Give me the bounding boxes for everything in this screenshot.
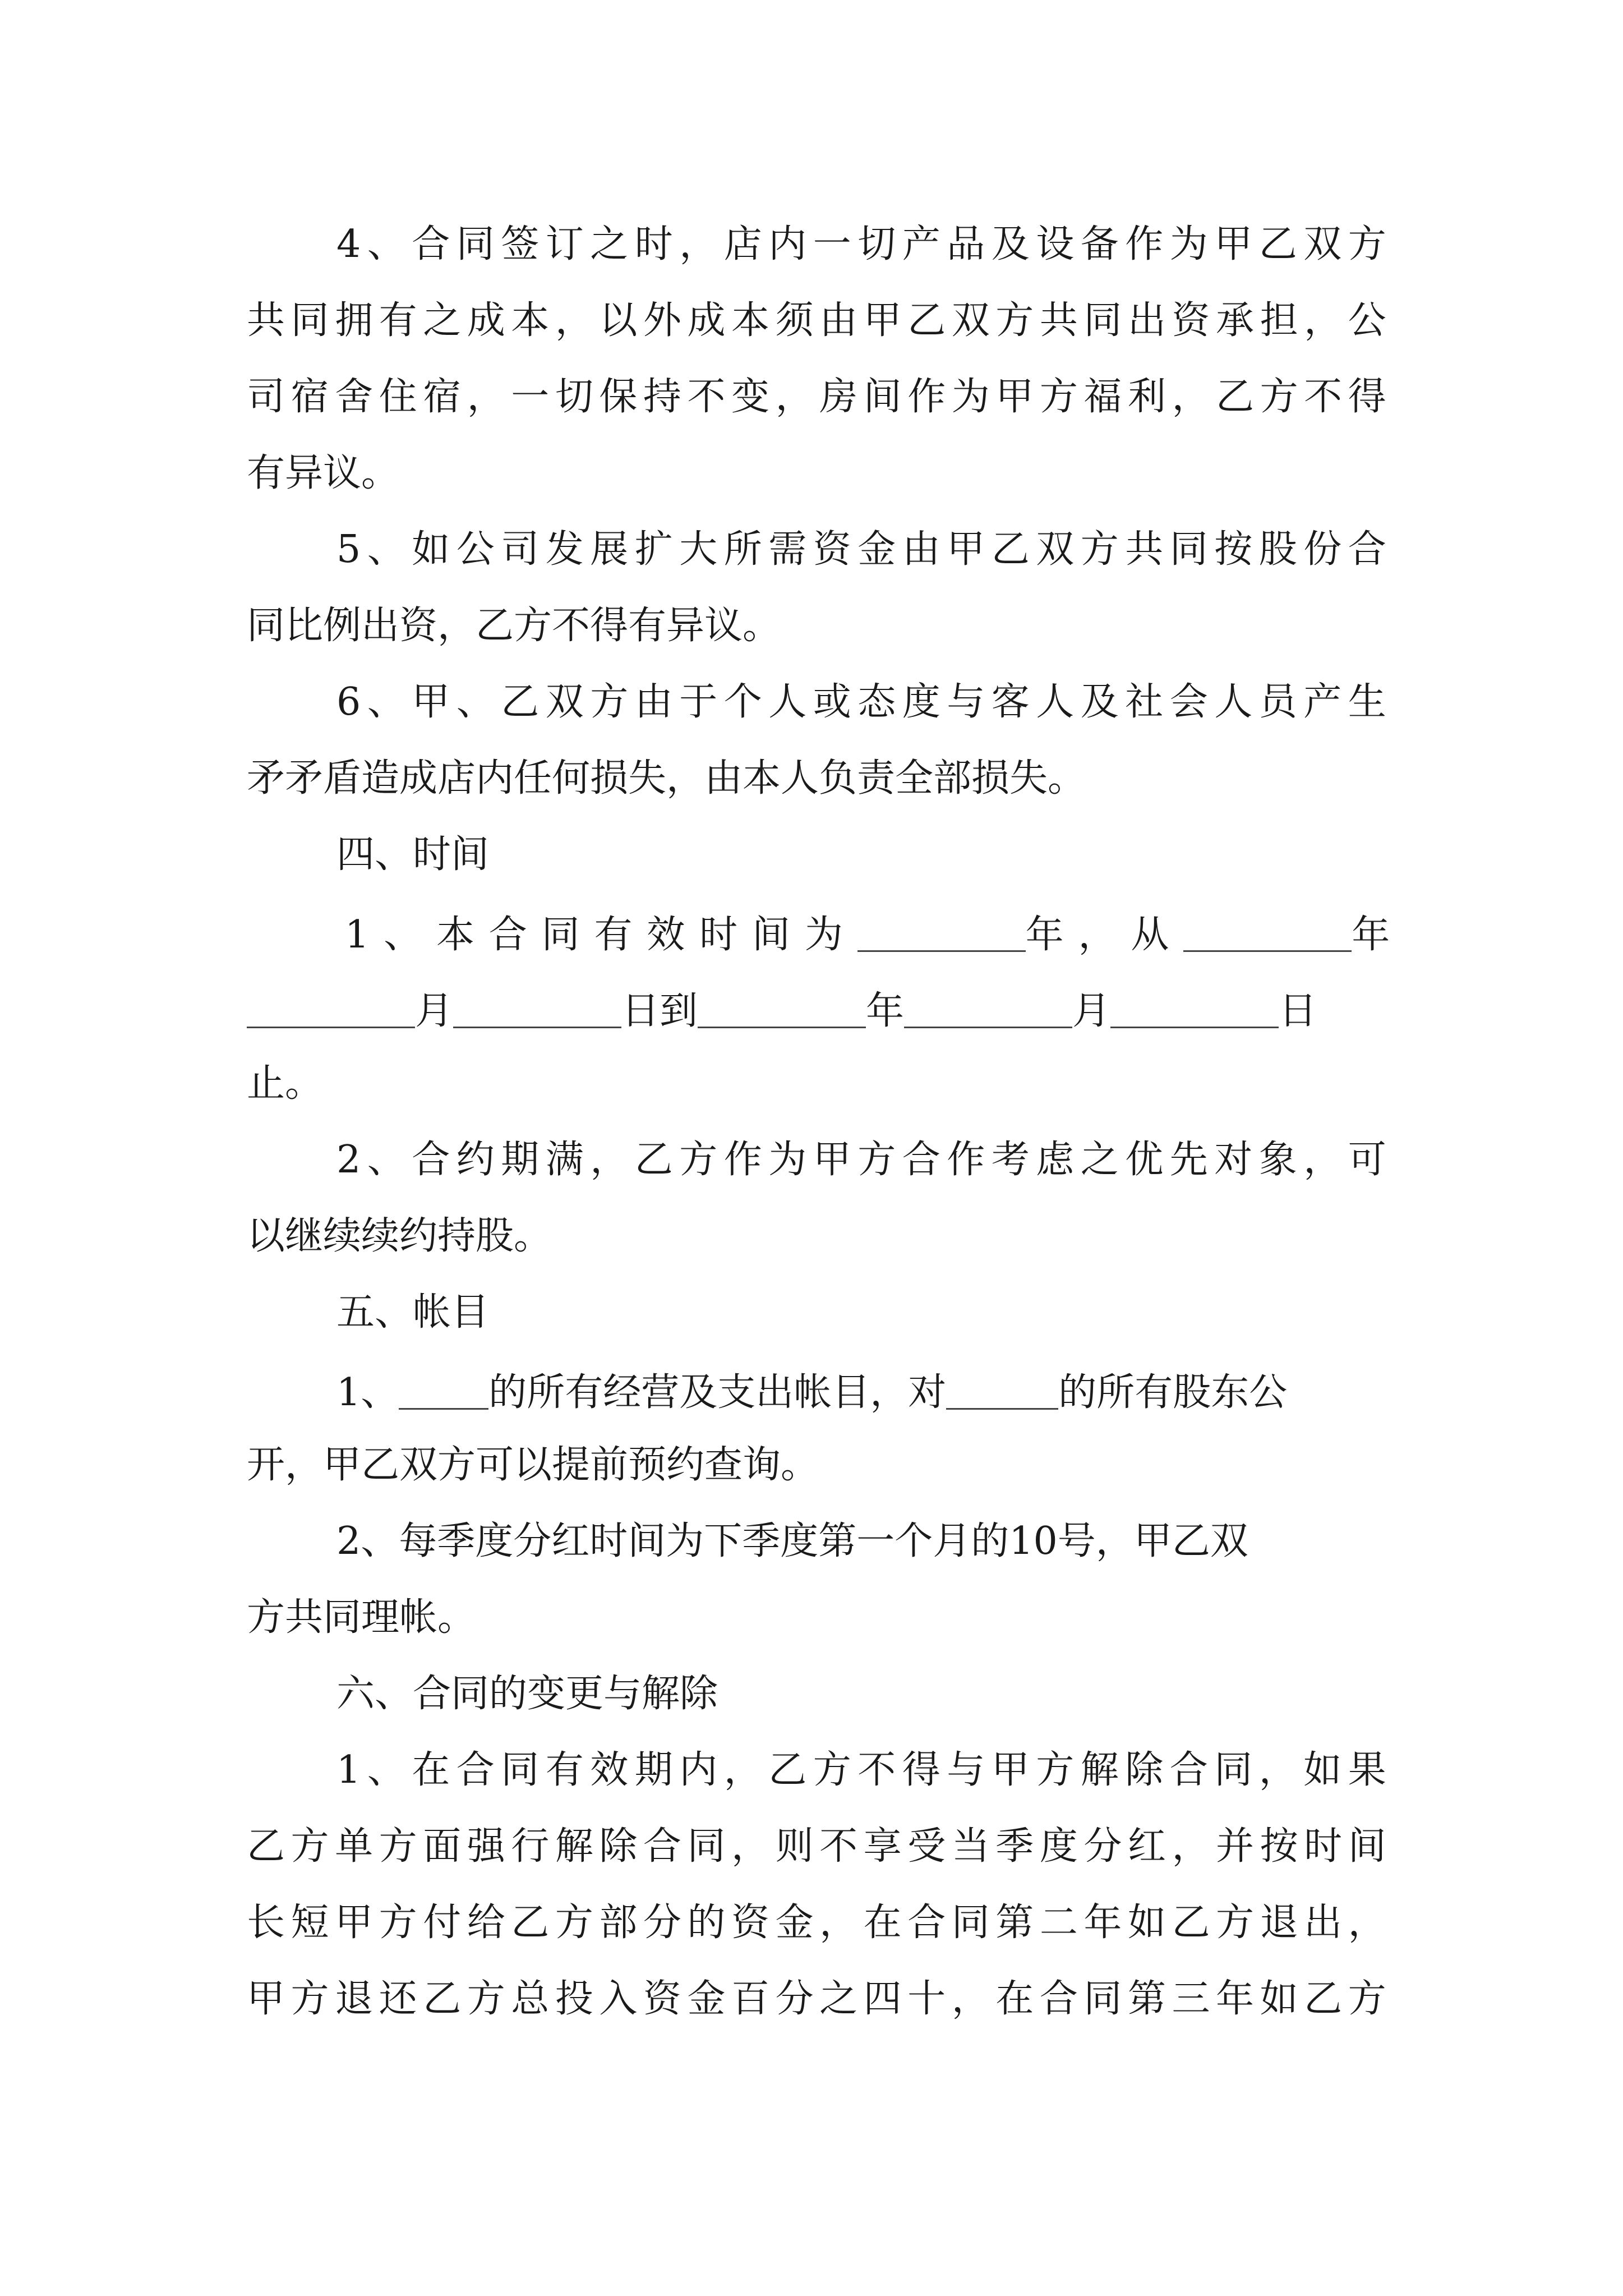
account-line [336, 1370, 1288, 1415]
text-line: 乙 方 单 方 面 强 行 解 除 合 同 ， 则 不 享 受 当 季 度 分 红 ， 并 按 时 间 [247, 1824, 1386, 1869]
blank-field [1110, 988, 1279, 1028]
text-line: 长 短 甲 方 付 给 乙 方 部 分 的 资 金 ， 在 合 同 第 二 年 如 乙 方 退 出 ， [247, 1901, 1386, 1945]
text-line: 甲 方 退 还 乙 方 总 投 入 资 金 百 分 之 四 十 ， 在 合 同 第 三 年 如 乙 方 [247, 1977, 1386, 2021]
term-line-2 [247, 988, 1317, 1033]
text-segment: 月 [415, 988, 454, 1033]
blank-field [904, 988, 1072, 1028]
blank-field [857, 912, 1026, 952]
text-line: 4 、 合 同 签 订 之 时 ， 店 内 一 切 产 品 及 设 备 作 为 甲 乙 双 方 [336, 222, 1386, 266]
term-line-1 [345, 912, 1390, 957]
text-segment: 1、本合同有效时间为 [345, 912, 857, 957]
text-line: 1 、 在 合 同 有 效 期 内 ， 乙 方 不 得 与 甲 方 解 除 合 同 ， 如 果 [336, 1748, 1386, 1792]
text-segment: 年 [866, 988, 905, 1033]
text-line: 方共同理帐。 [247, 1595, 476, 1640]
text-segment: 日到 [621, 988, 698, 1033]
section-heading: 四、时间 [336, 832, 490, 877]
text-segment: 的所有股东公 [1058, 1370, 1288, 1415]
text-line: 共 同 拥 有 之 成 本 ， 以 外 成 本 须 由 甲 乙 双 方 共 同 出 资 承 担 ， 公 [247, 298, 1386, 343]
text-line: 2、每季度分红时间为下季度第一个月的10号，甲乙双 [336, 1519, 1248, 1563]
blank-field [1183, 912, 1352, 952]
text-segment: 月 [1072, 988, 1111, 1033]
blank-field [399, 1370, 488, 1410]
text-line: 司 宿 舍 住 宿 ， 一 切 保 持 不 变 ， 房 间 作 为 甲 方 福 利 ， 乙 方 不 得 [247, 375, 1386, 419]
section-heading: 五、帐目 [336, 1290, 490, 1335]
section-heading: 六、合同的变更与解除 [336, 1672, 718, 1716]
text-segment: 年，从 [1025, 912, 1184, 957]
text-segment: 1、 [336, 1370, 399, 1415]
text-line: 2 、 合 约 期 满 ， 乙 方 作 为 甲 方 合 作 考 虑 之 优 先 对 象 ， 可 [336, 1138, 1386, 1182]
blank-field [453, 988, 621, 1028]
text-line: 同比例出资，乙方不得有异议。 [247, 604, 781, 648]
blank-field [698, 988, 866, 1028]
text-segment: 的所有经营及支出帐目，对 [488, 1370, 947, 1415]
text-line: 以继续续约持股。 [247, 1214, 552, 1258]
text-line: 有异议。 [247, 451, 400, 495]
text-segment: 日 [1279, 988, 1317, 1033]
text-line: 止。 [247, 1061, 324, 1106]
text-line: 5 、 如 公 司 发 展 扩 大 所 需 资 金 由 甲 乙 双 方 共 同 按 股 份 合 [336, 527, 1386, 572]
blank-field [946, 1370, 1058, 1410]
text-line: 开，甲乙双方可以提前预约查询。 [247, 1443, 819, 1487]
blank-field [247, 988, 415, 1028]
text-segment: 年 [1352, 912, 1390, 957]
text-line: 6 、 甲 、 乙 双 方 由 于 个 人 或 态 度 与 客 人 及 社 会 人 员 产 生 [336, 680, 1386, 724]
text-line: 矛矛盾造成店内任何损失，由本人负责全部损失。 [247, 756, 1086, 800]
